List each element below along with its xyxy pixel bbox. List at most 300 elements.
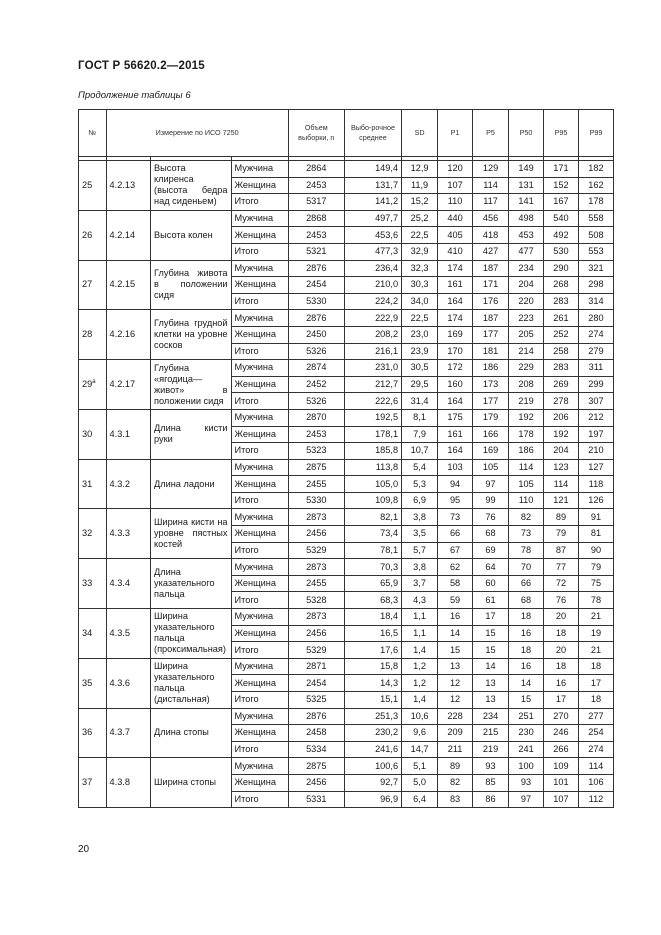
sex-label: Мужчина (231, 658, 288, 675)
value-p95: 18 (544, 625, 579, 642)
value-n: 2876 (288, 310, 344, 327)
value-p5: 14 (473, 658, 509, 675)
value-n: 2453 (288, 177, 344, 194)
measurement-name: Высота колен (151, 210, 232, 260)
header-measure: Измерение по ИСО 7250 (106, 110, 288, 157)
value-p1: 14 (438, 625, 473, 642)
value-p5: 219 (473, 741, 509, 758)
value-p95: 16 (544, 675, 579, 692)
header-p1: P1 (438, 110, 473, 157)
value-p1: 161 (438, 277, 473, 294)
table-row (79, 609, 614, 626)
value-p5: 17 (473, 609, 509, 626)
sex-label: Итого (231, 194, 288, 211)
sex-label: Женщина (231, 177, 288, 194)
value-n: 2874 (288, 360, 344, 377)
value-p95: 206 (544, 409, 579, 426)
sex-label: Мужчина (231, 559, 288, 576)
value-p50: 100 (509, 758, 544, 775)
value-sd: 10,7 (402, 443, 438, 460)
value-p95: 283 (544, 293, 579, 310)
value-p50: 234 (509, 260, 544, 277)
value-n: 5330 (288, 492, 344, 509)
value-mean: 231,0 (344, 360, 401, 377)
value-n: 2875 (288, 758, 344, 775)
value-mean: 477,3 (344, 243, 401, 260)
value-mean: 230,2 (344, 725, 401, 742)
value-sd: 1,4 (402, 642, 438, 659)
value-p5: 418 (473, 227, 509, 244)
value-p95: 101 (544, 774, 579, 791)
value-p95: 72 (544, 575, 579, 592)
table-row (79, 758, 614, 775)
value-p5: 129 (473, 161, 509, 178)
value-sd: 12,9 (402, 161, 438, 178)
value-sd: 14,7 (402, 741, 438, 758)
value-p1: 228 (438, 708, 473, 725)
value-p5: 187 (473, 310, 509, 327)
footnote-mark: а (92, 378, 96, 385)
measurement-name: Высота клиренса (высота бедра над сиденьем) (151, 161, 232, 211)
header-sample-size: Объем выборки, n (288, 110, 344, 157)
table-body (79, 157, 614, 808)
value-mean: 224,2 (344, 293, 401, 310)
sex-label: Мужчина (231, 310, 288, 327)
sex-label: Итого (231, 343, 288, 360)
value-p1: 58 (438, 575, 473, 592)
value-p1: 172 (438, 360, 473, 377)
value-p50: 97 (509, 791, 544, 808)
row-number-text: 33 (82, 578, 93, 589)
value-p5: 76 (473, 509, 509, 526)
value-p95: 492 (544, 227, 579, 244)
value-sd: 22,5 (402, 227, 438, 244)
value-n: 2873 (288, 609, 344, 626)
value-p5: 97 (473, 476, 509, 493)
row-number-text: 25 (82, 179, 93, 190)
anthropometric-table (78, 109, 614, 808)
row-number (79, 459, 107, 509)
sex-label: Мужчина (231, 609, 288, 626)
value-p95: 530 (544, 243, 579, 260)
value-n: 2456 (288, 526, 344, 543)
value-n: 5326 (288, 393, 344, 410)
value-n: 2873 (288, 509, 344, 526)
value-p95: 246 (544, 725, 579, 742)
value-p1: 13 (438, 658, 473, 675)
value-p5: 186 (473, 360, 509, 377)
value-sd: 6,4 (402, 791, 438, 808)
value-p95: 290 (544, 260, 579, 277)
value-p99: 210 (578, 443, 613, 460)
value-p5: 93 (473, 758, 509, 775)
value-mean: 73,4 (344, 526, 401, 543)
row-number (79, 658, 107, 708)
value-p5: 13 (473, 675, 509, 692)
value-sd: 15,2 (402, 194, 438, 211)
sex-label: Итого (231, 393, 288, 410)
table-row (79, 161, 614, 178)
value-n: 5323 (288, 443, 344, 460)
value-mean: 131,7 (344, 177, 401, 194)
value-p95: 20 (544, 609, 579, 626)
value-n: 2875 (288, 459, 344, 476)
value-p99: 553 (578, 243, 613, 260)
iso-code: 4.2.14 (106, 210, 150, 260)
value-p95: 123 (544, 459, 579, 476)
value-mean: 65,9 (344, 575, 401, 592)
value-p95: 18 (544, 658, 579, 675)
value-sd: 11,9 (402, 177, 438, 194)
sex-label: Женщина (231, 625, 288, 642)
value-p50: 214 (509, 343, 544, 360)
row-number-text: 34 (82, 627, 93, 638)
row-number (79, 161, 107, 211)
value-p1: 95 (438, 492, 473, 509)
row-number (79, 708, 107, 758)
value-sd: 23,0 (402, 326, 438, 343)
value-p99: 75 (578, 575, 613, 592)
value-n: 2870 (288, 409, 344, 426)
value-p1: 174 (438, 310, 473, 327)
value-mean: 68,3 (344, 592, 401, 609)
value-n: 2455 (288, 575, 344, 592)
measurement-name: Ширина стопы (151, 758, 232, 808)
measurement-name: Глубина грудной клетки на уровне сосков (151, 310, 232, 360)
value-p95: 76 (544, 592, 579, 609)
value-p50: 16 (509, 625, 544, 642)
value-p50: 205 (509, 326, 544, 343)
header-p95: P95 (544, 110, 579, 157)
sex-label: Итого (231, 642, 288, 659)
value-n: 5325 (288, 692, 344, 709)
sex-label: Мужчина (231, 509, 288, 526)
value-p1: 161 (438, 426, 473, 443)
value-n: 2455 (288, 476, 344, 493)
value-p50: 230 (509, 725, 544, 742)
value-mean: 100,6 (344, 758, 401, 775)
row-number (79, 509, 107, 559)
value-sd: 3,5 (402, 526, 438, 543)
value-p95: 283 (544, 360, 579, 377)
value-p50: 229 (509, 360, 544, 377)
value-p95: 252 (544, 326, 579, 343)
value-p95: 270 (544, 708, 579, 725)
table-row (79, 310, 614, 327)
sex-label: Женщина (231, 277, 288, 294)
value-p1: 410 (438, 243, 473, 260)
value-mean: 241,6 (344, 741, 401, 758)
sex-label: Итого (231, 293, 288, 310)
value-p50: 477 (509, 243, 544, 260)
value-mean: 453,6 (344, 227, 401, 244)
row-number-text: 37 (82, 777, 93, 788)
iso-code: 4.3.1 (106, 409, 150, 459)
value-sd: 34,0 (402, 293, 438, 310)
value-p50: 149 (509, 161, 544, 178)
value-p99: 254 (578, 725, 613, 742)
value-p5: 68 (473, 526, 509, 543)
value-n: 2871 (288, 658, 344, 675)
value-p95: 109 (544, 758, 579, 775)
value-p1: 169 (438, 326, 473, 343)
value-p1: 16 (438, 609, 473, 626)
value-p1: 120 (438, 161, 473, 178)
value-sd: 3,8 (402, 509, 438, 526)
value-mean: 251,3 (344, 708, 401, 725)
value-p1: 110 (438, 194, 473, 211)
value-p5: 166 (473, 426, 509, 443)
measurement-name: Длина кисти руки (151, 409, 232, 459)
value-p50: 73 (509, 526, 544, 543)
value-p1: 160 (438, 376, 473, 393)
value-sd: 3,7 (402, 575, 438, 592)
value-p5: 215 (473, 725, 509, 742)
value-p99: 112 (578, 791, 613, 808)
value-p99: 114 (578, 758, 613, 775)
value-p50: 131 (509, 177, 544, 194)
value-mean: 15,8 (344, 658, 401, 675)
value-p99: 18 (578, 692, 613, 709)
value-p50: 93 (509, 774, 544, 791)
iso-code: 4.3.6 (106, 658, 150, 708)
value-n: 2453 (288, 426, 344, 443)
value-n: 2454 (288, 277, 344, 294)
value-p99: 321 (578, 260, 613, 277)
value-sd: 1,1 (402, 625, 438, 642)
value-p50: 105 (509, 476, 544, 493)
value-p5: 99 (473, 492, 509, 509)
value-p99: 274 (578, 326, 613, 343)
value-sd: 25,2 (402, 210, 438, 227)
value-p50: 241 (509, 741, 544, 758)
value-sd: 7,9 (402, 426, 438, 443)
value-p1: 73 (438, 509, 473, 526)
value-p5: 117 (473, 194, 509, 211)
value-p5: 181 (473, 343, 509, 360)
value-n: 5329 (288, 542, 344, 559)
value-p50: 14 (509, 675, 544, 692)
value-p5: 15 (473, 642, 509, 659)
value-n: 5330 (288, 293, 344, 310)
value-p50: 208 (509, 376, 544, 393)
sex-label: Женщина (231, 675, 288, 692)
value-p95: 266 (544, 741, 579, 758)
value-mean: 17,6 (344, 642, 401, 659)
value-p95: 540 (544, 210, 579, 227)
value-p50: 18 (509, 609, 544, 626)
value-p99: 127 (578, 459, 613, 476)
sex-label: Женщина (231, 774, 288, 791)
value-p95: 20 (544, 642, 579, 659)
value-p95: 192 (544, 426, 579, 443)
value-mean: 78,1 (344, 542, 401, 559)
value-p50: 66 (509, 575, 544, 592)
row-number (79, 360, 107, 410)
header-sd: SD (402, 110, 438, 157)
measurement-name: Длина стопы (151, 708, 232, 758)
value-mean: 178,1 (344, 426, 401, 443)
value-p99: 106 (578, 774, 613, 791)
value-mean: 210,0 (344, 277, 401, 294)
sex-label: Итого (231, 592, 288, 609)
value-p95: 152 (544, 177, 579, 194)
value-p99: 78 (578, 592, 613, 609)
value-p5: 177 (473, 393, 509, 410)
value-mean: 70,3 (344, 559, 401, 576)
value-p1: 164 (438, 443, 473, 460)
value-sd: 1,2 (402, 675, 438, 692)
value-mean: 16,5 (344, 625, 401, 642)
value-p5: 15 (473, 625, 509, 642)
value-n: 2868 (288, 210, 344, 227)
sex-label: Мужчина (231, 260, 288, 277)
value-p5: 61 (473, 592, 509, 609)
value-p5: 64 (473, 559, 509, 576)
page-number: 20 (78, 844, 90, 855)
table-row (79, 260, 614, 277)
table-caption: Продолжение таблицы 6 (78, 90, 191, 101)
value-p50: 251 (509, 708, 544, 725)
table-row (79, 459, 614, 476)
header-p5: P5 (473, 110, 509, 157)
value-p1: 103 (438, 459, 473, 476)
row-number-text: 30 (82, 428, 93, 439)
value-mean: 105,0 (344, 476, 401, 493)
value-p99: 81 (578, 526, 613, 543)
measurement-name: Длина указательного пальца (151, 559, 232, 609)
value-p50: 178 (509, 426, 544, 443)
value-n: 5328 (288, 592, 344, 609)
value-p5: 114 (473, 177, 509, 194)
iso-code: 4.3.7 (106, 708, 150, 758)
value-p5: 427 (473, 243, 509, 260)
iso-code: 4.3.5 (106, 609, 150, 659)
row-number (79, 409, 107, 459)
sex-label: Итого (231, 243, 288, 260)
value-p50: 192 (509, 409, 544, 426)
value-n: 2873 (288, 559, 344, 576)
value-p99: 277 (578, 708, 613, 725)
document-title: ГОСТ Р 56620.2—2015 (78, 60, 205, 72)
value-p50: 82 (509, 509, 544, 526)
measurement-name: Ширина указательного пальца (дистальная) (151, 658, 232, 708)
row-number (79, 260, 107, 310)
header-mean: Выбо-рочное среднее (344, 110, 401, 157)
value-mean: 141,2 (344, 194, 401, 211)
value-sd: 1,4 (402, 692, 438, 709)
row-number-text: 29 (82, 379, 93, 390)
sex-label: Итого (231, 542, 288, 559)
sex-label: Женщина (231, 725, 288, 742)
value-p1: 15 (438, 642, 473, 659)
value-p50: 15 (509, 692, 544, 709)
sex-label: Мужчина (231, 210, 288, 227)
value-mean: 236,4 (344, 260, 401, 277)
value-p99: 298 (578, 277, 613, 294)
value-n: 2453 (288, 227, 344, 244)
value-mean: 185,8 (344, 443, 401, 460)
value-p1: 83 (438, 791, 473, 808)
value-p1: 62 (438, 559, 473, 576)
iso-code: 4.2.15 (106, 260, 150, 310)
value-p1: 405 (438, 227, 473, 244)
value-sd: 1,1 (402, 609, 438, 626)
value-p99: 274 (578, 741, 613, 758)
value-p99: 508 (578, 227, 613, 244)
value-mean: 216,1 (344, 343, 401, 360)
value-p5: 169 (473, 443, 509, 460)
value-p50: 110 (509, 492, 544, 509)
table-row (79, 409, 614, 426)
value-sd: 5,4 (402, 459, 438, 476)
value-p99: 126 (578, 492, 613, 509)
value-p95: 261 (544, 310, 579, 327)
value-p50: 219 (509, 393, 544, 410)
value-p99: 311 (578, 360, 613, 377)
value-p99: 18 (578, 658, 613, 675)
header-number: № (79, 110, 107, 157)
value-n: 5326 (288, 343, 344, 360)
value-sd: 10,6 (402, 708, 438, 725)
iso-code: 4.2.17 (106, 360, 150, 410)
value-p50: 114 (509, 459, 544, 476)
value-p1: 12 (438, 675, 473, 692)
sex-label: Женщина (231, 376, 288, 393)
sex-label: Итого (231, 443, 288, 460)
value-p50: 498 (509, 210, 544, 227)
table-row (79, 509, 614, 526)
value-p5: 85 (473, 774, 509, 791)
value-sd: 1,2 (402, 658, 438, 675)
value-mean: 96,9 (344, 791, 401, 808)
row-number (79, 758, 107, 808)
value-p50: 186 (509, 443, 544, 460)
value-p99: 91 (578, 509, 613, 526)
value-sd: 30,5 (402, 360, 438, 377)
value-n: 2458 (288, 725, 344, 742)
sex-label: Женщина (231, 426, 288, 443)
value-p99: 558 (578, 210, 613, 227)
value-p95: 79 (544, 526, 579, 543)
value-p95: 268 (544, 277, 579, 294)
value-p95: 171 (544, 161, 579, 178)
value-p95: 89 (544, 509, 579, 526)
row-number (79, 310, 107, 360)
table-header-row (79, 110, 614, 157)
value-p99: 21 (578, 642, 613, 659)
value-p95: 278 (544, 393, 579, 410)
iso-code: 4.3.2 (106, 459, 150, 509)
value-sd: 5,0 (402, 774, 438, 791)
measurement-name: Длина ладони (151, 459, 232, 509)
value-mean: 222,9 (344, 310, 401, 327)
value-sd: 3,8 (402, 559, 438, 576)
value-p99: 90 (578, 542, 613, 559)
value-n: 5331 (288, 791, 344, 808)
value-sd: 5,3 (402, 476, 438, 493)
row-number-text: 35 (82, 677, 93, 688)
table-row (79, 658, 614, 675)
value-mean: 82,1 (344, 509, 401, 526)
value-n: 2456 (288, 625, 344, 642)
value-p1: 12 (438, 692, 473, 709)
value-sd: 30,3 (402, 277, 438, 294)
value-mean: 208,2 (344, 326, 401, 343)
value-n: 2456 (288, 774, 344, 791)
value-sd: 5,7 (402, 542, 438, 559)
sex-label: Женщина (231, 575, 288, 592)
